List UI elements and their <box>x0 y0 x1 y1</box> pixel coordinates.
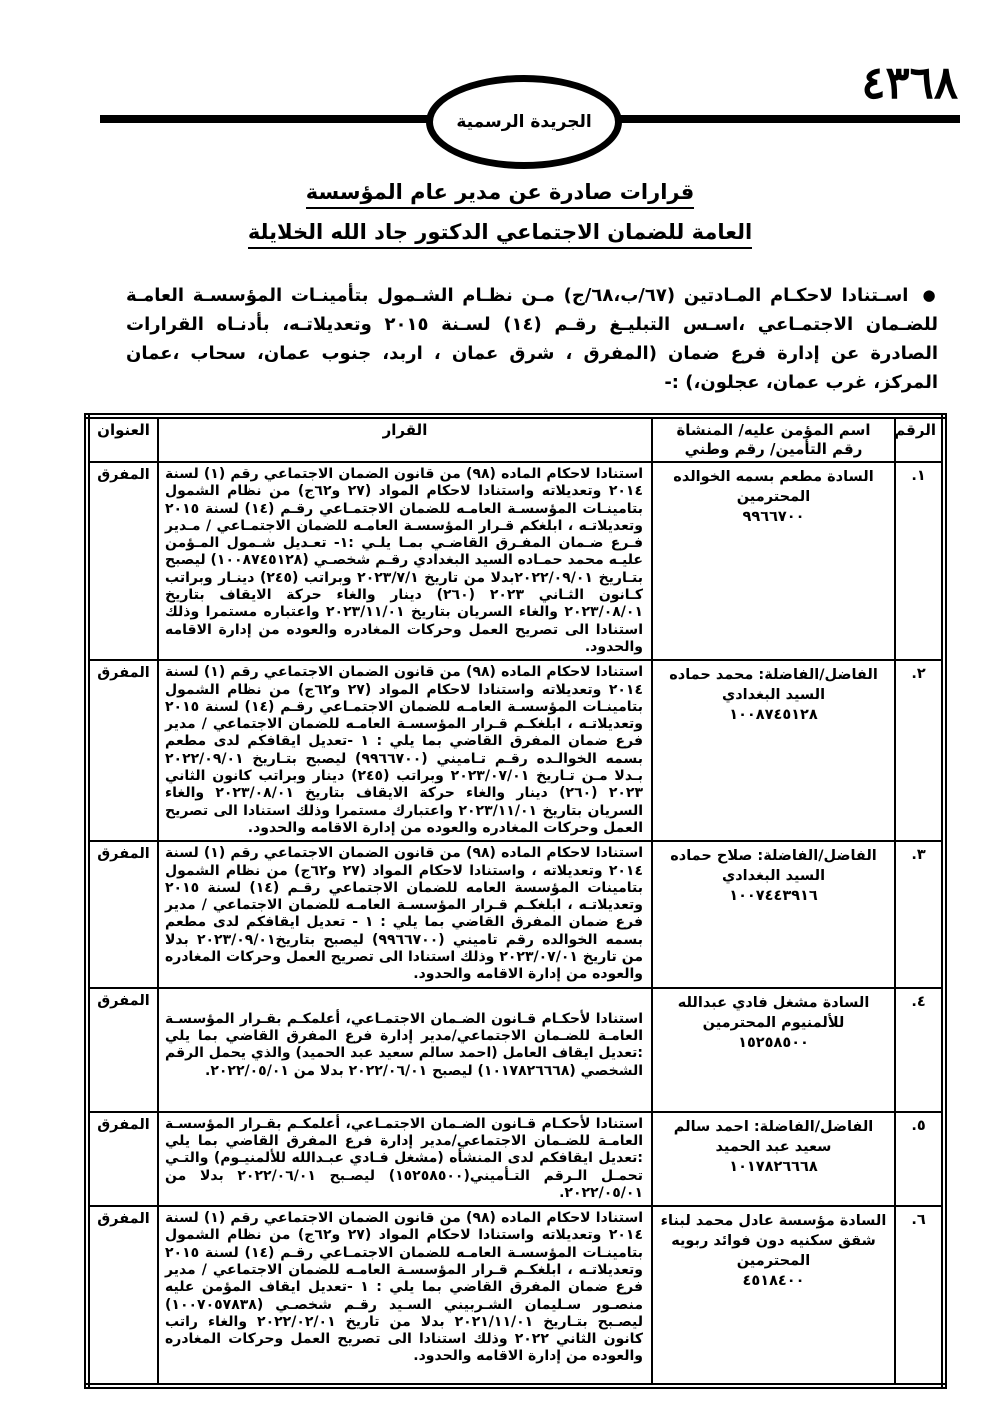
intro-paragraph <box>126 281 938 397</box>
decisions-table <box>84 413 947 1389</box>
table-header-row <box>87 416 944 462</box>
branch-cell: المفرق <box>87 1112 158 1206</box>
insured-name-cell <box>652 1206 895 1386</box>
bullet-icon: ● <box>922 286 939 304</box>
branch-cell: المفرق <box>87 1206 158 1386</box>
insurance-number: ١٠٠٨٧٤٥١٢٨ <box>729 707 818 724</box>
table-row <box>87 841 944 987</box>
header-name <box>652 416 895 462</box>
insured-name: الفاضل/الفاضلة: محمد حماده السيد البغدادي <box>669 667 878 704</box>
insured-name-cell <box>652 1112 895 1206</box>
table-row <box>87 660 944 841</box>
header-decision: القرار <box>158 416 652 462</box>
insured-name-cell <box>652 660 895 841</box>
branch-cell: المفرق <box>87 841 158 987</box>
decision-cell: استنادا لاحكام الماده (٩٨) من قانون الضمان الاجتماعي رقم (١) لسنة ٢٠١٤ وتعديلاته واستنادا لاحكام المواد (٢٧ و٦٢ج) من نظام الشمول بتامينـات المؤسسـة العامـه للضمان الاجتمـاعي رقـم (١٤) لسنة ٢٠١٥ وتعديلاتـه ، ابلغكـم قـرار المؤسسـة العامـه للضمان الاجتماعي / مدير فرع ضمان المفرق القاضي بما يلي : ١ -تعديل ايقاف المؤمن عليه منصـور سـليمان الشـربيني السـيد رقـم شخصـي (١٠٠٧٠٥٧٨٣٨) ليصـبح بتـاريخ ٢٠٢١/١١/٠١ بدلا من تاريخ ٢٠٢٢/٠٢/٠١ والغاء راتب كانون الثاني ٢٠٢٢ وذلك استنادا الى تصريح العمل وحركات المغادره والعوده من إدارة الاقامه والحدود. <box>158 1206 652 1386</box>
row-number-cell: ١. <box>895 462 944 660</box>
insured-name: السادة مشغل فادي عبدالله للألمنيوم المحترمين <box>677 994 870 1031</box>
decision-cell: استنادا لأحكـام قـانون الضـمان الاجتمـاعي، أعلمكـم بقـرار المؤسسـة العامـة للضـمان الاجتماعي/مدير إدارة فرع المفرق القاضي بما يلي :تعديل ايقافكم لدى المنشأه (مشغل فـادي عبـدالله للألمنيـوم) والتـي تحمـل الـرقم التـأميني(١٥٢٥٨٥٠٠) ليصـبح ٢٠٢٢/٠٦/٠١ بدلا من ٢٠٢٢/٠٥/٠١. <box>158 1112 652 1206</box>
row-number-cell: ٢. <box>895 660 944 841</box>
page-number: ٤٣٦٨ <box>861 56 958 109</box>
branch-cell: المفرق <box>87 660 158 841</box>
insured-name: الفاضل/الفاضلة: صلاح حماده السيد البغدادي <box>670 848 877 885</box>
insured-name: السادة مطعم بسمه الخوالده المحترمين <box>673 469 874 505</box>
insured-name: الفاضل/الفاضلة: احمد سالم سعيد عبد الحميد <box>673 1118 874 1155</box>
gazette-banner-title: الجريدة الرسمية <box>456 112 592 132</box>
document-title-line2: العامة للضمان الاجتماعي الدكتور جاد الله الخلايلة <box>248 220 752 249</box>
header-name-line1: اسم المؤمن عليه/ المنشاة <box>676 421 871 439</box>
header-branch: العنوان <box>87 416 158 462</box>
table-row <box>87 1206 944 1386</box>
intro-text: اسـتنادا لاحكـام المـادتين (٦٧/ب،٦٨/ج) مـن نظـام الشـمول بتأمينـات المؤسسـة العامـة للضـمان الاجتمـاعي ،اسـس التبليـغ رقـم (١٤) لسـنة ٢٠١٥ وتعديلاتـه، بأدنـاه القرارات الصادرة عن إدارة فرع ضمان (المفرق ، شرق عمان ، اربد، جنوب عمان، سحاب ،عمان المركز، غرب عمان، عجلون،) :- <box>126 285 938 393</box>
decision-cell: استنادا لاحكام الماده (٩٨) من قانون الضمان الاجتماعي رقم (١) لسنة ٢٠١٤ وتعديلاته واستنادا لاحكام المواد (٢٧ و٦٢ج) من نظام الشمول بتامينـات المؤسسـة العامـه للضمان الاجتمـاعي رقـم (١٤) لسنة ٢٠١٥ وتعديلاتـه ، ابلغكم قـرار المؤسسـة العامـه للضمان الاجتمـاعي / مـدير فـرع ضـمان المفـرق القاضـي بمـا يلـي :١- تعـديل شـمول المـؤمن عليـه محمد حمـاده السيد البغدادي رقـم شخصـي (١٠٠٨٧٤٥١٢٨) ليصبح بتـاريخ ٢٠٢٢/٠٩/٠١بدلا من تاريخ ٢٠٢٣/٧/١ وبراتب (٢٤٥) دينـار وبراتب كـانون الثـاني ٢٠٢٣ (٢٦٠) دينار والغاء حركة الايقاف بتاريخ ٢٠٢٣/٠٨/٠١ والغاء السريان بتاريخ ٢٠٢٣/١١/٠١ واعتباره مستمرا وذلك استنادا الى تصريح العمل وحركات المغادره والعوده من إدارة الاقامه والحدود. <box>158 462 652 660</box>
row-number-cell: ٥. <box>895 1112 944 1206</box>
row-number-cell: ٦. <box>895 1206 944 1386</box>
document-title-line1: قرارات صادرة عن مدير عام المؤسسة <box>306 180 694 209</box>
insurance-number: ٩٩٦٦٧٠٠ <box>742 509 805 525</box>
header-number: الرقم <box>895 416 944 462</box>
insurance-number: ١٠١٧٨٢٦٦٦٨ <box>729 1158 818 1175</box>
decision-cell: استنادا لاحكام الماده (٩٨) من قانون الضمان الاجتماعي رقم (١) لسنة ٢٠١٤ وتعديلاته واستنادا لاحكام المواد (٢٧ و٦٢ج) من نظام الشمول بتامينـات المؤسسـة العامـه للضمان الاجتمـاعي رقـم (١٤) لسنة ٢٠١٥ وتعديلاتـه ، ابلغكـم قـرار المؤسسـة العامـه للضمان الاجتماعي / مدير فرع ضمان المفرق القاضي بما يلي : ١ -تعديل ايقافكم لدى مطعم بسمه الخوالـده رقـم تـاميني (٩٩٦٦٧٠٠) ليصبح بتـاريخ ٢٠٢٢/٠٩/٠١ بـدلا مـن تـاريخ ٢٠٢٣/٠٧/٠١ وبراتب (٢٤٥) دينار وبراتب كانون الثاني ٢٠٢٣ (٢٦٠) دينار والغاء حركة الايقاف بتاريخ ٢٠٢٣/٠٨/٠١ والغاء السريان بتاريخ ٢٠٢٣/١١/٠١ واعتبارك مستمرا وذلك استنادا الى تصريح العمل وحركات المغادره والعوده من إدارة الاقامه والحدود. <box>158 660 652 841</box>
branch-cell: المفرق <box>87 988 158 1112</box>
decision-cell: استنادا لاحكام الماده (٩٨) من قانون الضمان الاجتماعي رقم (١) لسنة ٢٠١٤ وتعديلاته ، واستنادا لاحكام المواد (٢٧ و٦٢ج) من نظام الشمول بتامينات المؤسسة العامه للضمان الاجتماعي رقـم (١٤) لسنة ٢٠١٥ وتعديلاتـه ، ابلغكـم قـرار المؤسسـة العامـه للضمان الاجتماعي / مدير فرع ضمان المفرق القاضي بما يلي : ١ - تعديل ايقافكم لدى مطعم بسمه الخوالده رقم تاميني (٩٩٦٦٧٠٠) ليصبح بتاريخ٢٠٢٣/٠٩/٠١ بدلا من تاريخ ٢٠٢٣/٠٧/٠١ وذلك استنادا الى تصريح العمل وحركات المغادره والعوده من إدارة الاقامه والحدود. <box>158 841 652 987</box>
header-name-line2: رقم التأمين/ رقم وطني <box>684 440 863 458</box>
insured-name-cell <box>652 462 895 660</box>
insurance-number: ٤٥١٨٤٠٠ <box>742 1273 805 1290</box>
row-number-cell: ٤. <box>895 988 944 1112</box>
insurance-number: ١٠٠٧٤٤٣٩١٦ <box>729 888 818 905</box>
insured-name-cell <box>652 988 895 1112</box>
table-row <box>87 1112 944 1206</box>
insurance-number: ١٥٢٥٨٥٠٠ <box>738 1034 809 1051</box>
row-number-cell: ٣. <box>895 841 944 987</box>
branch-cell: المفرق <box>87 462 158 660</box>
table-row <box>87 988 944 1112</box>
insured-name: السادة مؤسسة عادل محمد لبناء شقق سكنيه دون فوائد ربويه المحترمين <box>660 1213 887 1270</box>
insured-name-cell <box>652 841 895 987</box>
title-block <box>0 180 1000 260</box>
decision-cell: استنادا لأحكـام قـانون الضـمان الاجتمـاعي، أعلمكـم بقـرار المؤسسـة العامـة للضـمان الاجتماعي/مدير إدارة فرع المفرق القاضي بما يلي :تعديل ايقاف العامل (احمد سالم سعيد عبد الحميد) والذي يحمل الرقم الشخصي (١٠١٧٨٢٦٦٦٨) ليصبح ٢٠٢٢/٠٦/٠١ بدلا من ٢٠٢٢/٠٥/٠١. <box>158 988 652 1112</box>
table-row <box>87 462 944 660</box>
gazette-banner-oval <box>426 75 622 169</box>
